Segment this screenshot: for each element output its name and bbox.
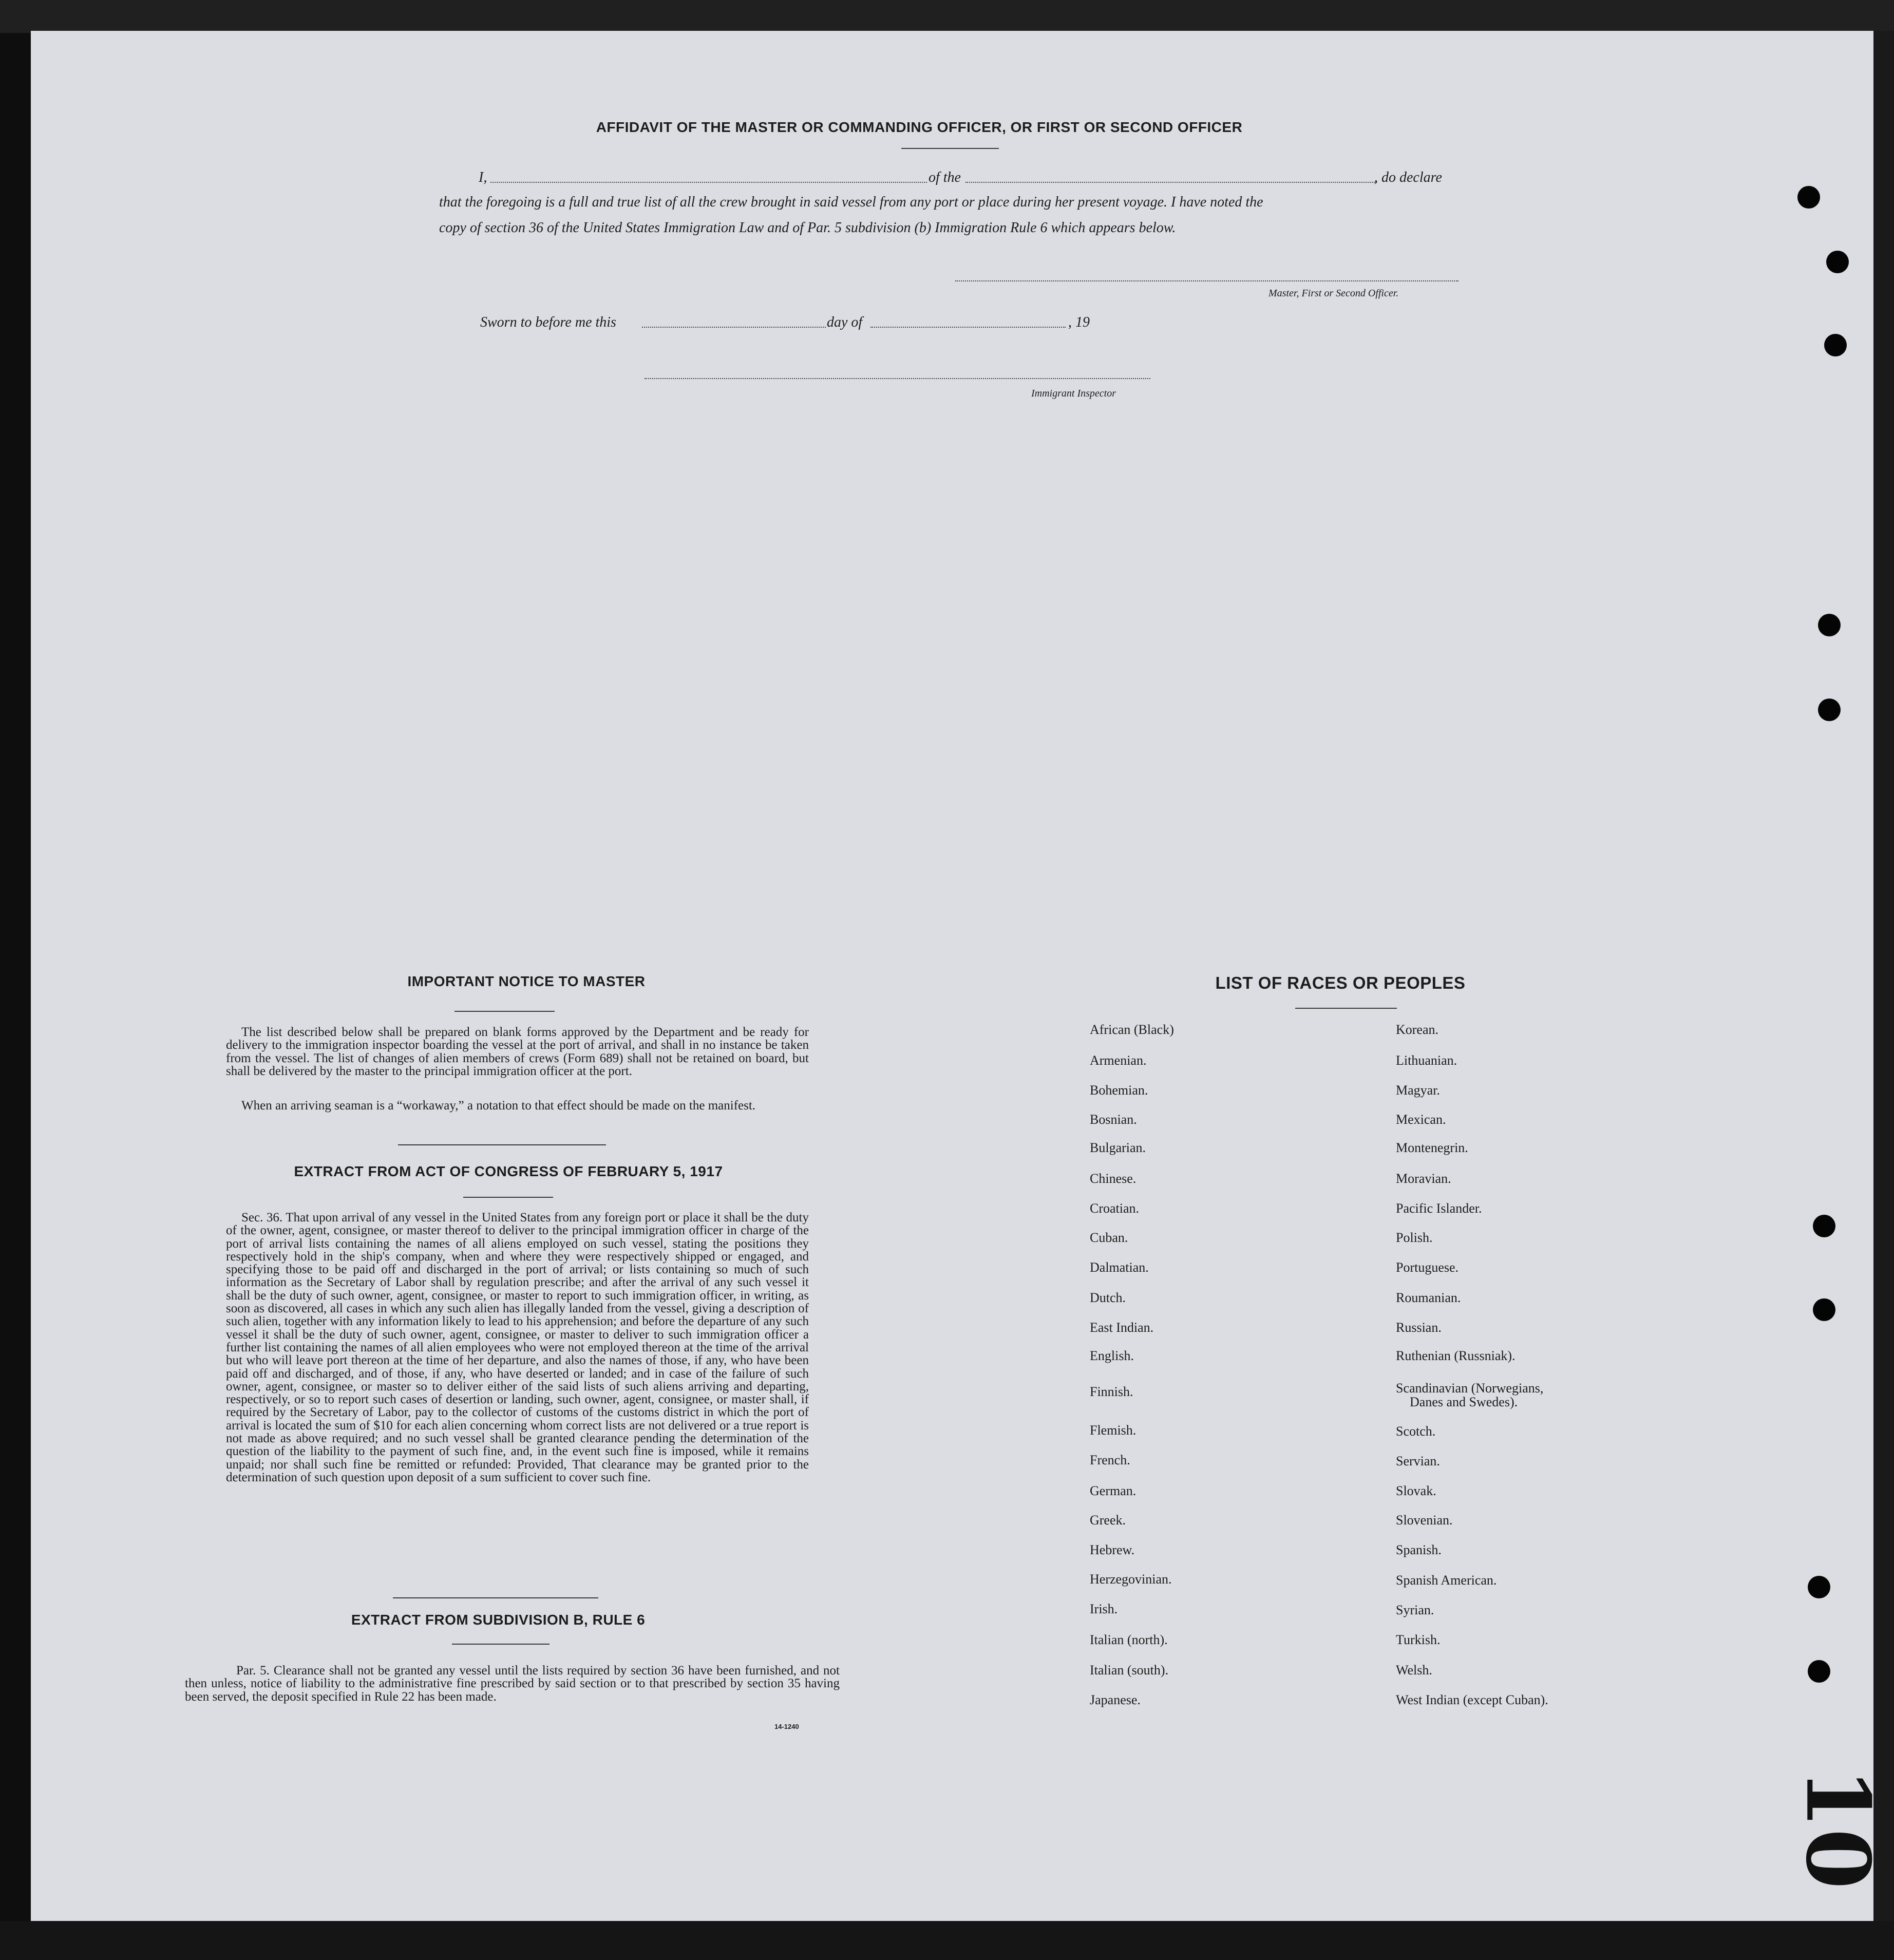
binder-hole bbox=[1808, 1660, 1830, 1683]
race-item: West Indian (except Cuban). bbox=[1396, 1692, 1548, 1707]
binder-hole bbox=[1826, 251, 1849, 273]
race-item: Hebrew. bbox=[1090, 1542, 1135, 1557]
races-title: LIST OF RACES OR PEOPLES bbox=[1215, 973, 1466, 992]
race-item: Finnish. bbox=[1090, 1384, 1133, 1399]
race-item: African (Black) bbox=[1090, 1022, 1174, 1037]
race-item: Servian. bbox=[1396, 1454, 1440, 1468]
race-item: Herzegovinian. bbox=[1090, 1572, 1172, 1587]
race-item: Japanese. bbox=[1090, 1692, 1141, 1707]
binder-hole bbox=[1824, 334, 1847, 356]
section-divider bbox=[393, 1597, 598, 1598]
name-field[interactable] bbox=[490, 173, 927, 183]
race-item: Armenian. bbox=[1090, 1053, 1147, 1068]
race-item: German. bbox=[1090, 1483, 1137, 1498]
handwritten-page-number: 10 bbox=[1786, 1767, 1889, 1890]
title-underline bbox=[901, 148, 999, 149]
race-item: English. bbox=[1090, 1348, 1134, 1363]
binder-hole bbox=[1818, 614, 1841, 636]
notice-title: IMPORTANT NOTICE TO MASTER bbox=[407, 973, 646, 989]
extract-act-underline bbox=[463, 1197, 553, 1198]
declare-label: , do declare bbox=[1374, 169, 1442, 185]
race-item: Flemish. bbox=[1090, 1423, 1137, 1438]
race-item: Ruthenian (Russniak). bbox=[1396, 1348, 1516, 1363]
race-item: Turkish. bbox=[1396, 1632, 1441, 1647]
race-item: Scandinavian (Norwegians, bbox=[1396, 1381, 1544, 1396]
section-divider bbox=[398, 1144, 606, 1145]
scan-border-right bbox=[1873, 31, 1894, 1931]
race-item: Magyar. bbox=[1396, 1083, 1440, 1098]
race-item: Russian. bbox=[1396, 1320, 1442, 1335]
race-item: Montenegrin. bbox=[1396, 1140, 1468, 1155]
race-item: Cuban. bbox=[1090, 1230, 1128, 1245]
extract-rule-text: Par. 5. Clearance shall not be granted any vessel until the lists required by section 36 have been furnished, and not then unless, notice of liability to the administrative fine prescribed by said section or to that prescribed by section 35 having been served, the deposit specified in Rule 22 has been made. bbox=[185, 1664, 840, 1704]
sworn-day-field[interactable] bbox=[642, 317, 826, 328]
race-item: Greek. bbox=[1090, 1513, 1126, 1528]
sworn-label: Sworn to before me this bbox=[480, 314, 616, 330]
race-item: Dalmatian. bbox=[1090, 1260, 1149, 1275]
race-item: Bulgarian. bbox=[1090, 1140, 1146, 1155]
scan-border-bottom bbox=[0, 1921, 1894, 1960]
race-item: Irish. bbox=[1090, 1601, 1118, 1616]
scan-border-top bbox=[0, 0, 1894, 33]
race-item: Moravian. bbox=[1396, 1171, 1451, 1186]
race-item: Dutch. bbox=[1090, 1290, 1126, 1305]
extract-act-title: EXTRACT FROM ACT OF CONGRESS OF FEBRUARY 5, 1917 bbox=[294, 1163, 723, 1179]
race-item: Pacific Islander. bbox=[1396, 1201, 1482, 1216]
races-title-underline bbox=[1295, 1008, 1397, 1009]
race-item: Lithuanian. bbox=[1396, 1053, 1457, 1068]
race-item: Korean. bbox=[1396, 1022, 1439, 1037]
race-item: Mexican. bbox=[1396, 1112, 1446, 1127]
binder-hole bbox=[1797, 186, 1820, 209]
race-item: Slovenian. bbox=[1396, 1513, 1453, 1528]
race-item: East Indian. bbox=[1090, 1320, 1154, 1335]
year-label: , 19 bbox=[1068, 314, 1090, 330]
race-item: Scotch. bbox=[1396, 1424, 1436, 1439]
race-item: Syrian. bbox=[1396, 1603, 1434, 1617]
binder-hole bbox=[1813, 1215, 1835, 1237]
binder-hole bbox=[1813, 1298, 1835, 1321]
race-item: Slovak. bbox=[1396, 1483, 1436, 1498]
vessel-field[interactable] bbox=[965, 173, 1376, 183]
race-item: Bohemian. bbox=[1090, 1083, 1148, 1098]
race-item: Chinese. bbox=[1090, 1171, 1137, 1186]
race-item: French. bbox=[1090, 1453, 1130, 1467]
i-label: I, bbox=[479, 169, 487, 185]
race-item: Spanish. bbox=[1396, 1542, 1442, 1557]
of-the-label: of the bbox=[929, 169, 961, 185]
sworn-month-field[interactable] bbox=[870, 317, 1066, 328]
binder-hole bbox=[1818, 699, 1841, 721]
binder-hole bbox=[1808, 1576, 1830, 1598]
notice-paragraph-1: The list described below shall be prepared on blank forms approved by the Department and be ready for delivery to the immigration inspector boarding the vessel at the port of arrival, and shall in no instance be taken from the vessel. The list of changes of alien members of crews (Form 689) shall not be retained on board, but shall be delivered by the master to the principal immigration officer at the port. bbox=[226, 1025, 809, 1078]
form-number: 14-1240 bbox=[774, 1723, 799, 1730]
race-item: Spanish American. bbox=[1396, 1573, 1497, 1588]
race-item: Portuguese. bbox=[1396, 1260, 1459, 1275]
affidavit-title: AFFIDAVIT OF THE MASTER OR COMMANDING OFFICER, OR FIRST OR SECOND OFFICER bbox=[596, 119, 1243, 135]
inspector-caption: Immigrant Inspector bbox=[1031, 388, 1116, 399]
race-item: Bosnian. bbox=[1090, 1112, 1137, 1127]
race-item: Polish. bbox=[1396, 1230, 1433, 1245]
extract-rule-underline bbox=[452, 1644, 550, 1645]
officer-caption: Master, First or Second Officer. bbox=[1268, 288, 1399, 299]
race-item: Danes and Swedes). bbox=[1410, 1394, 1518, 1409]
race-item: Italian (north). bbox=[1090, 1632, 1168, 1647]
notice-title-underline bbox=[454, 1011, 555, 1012]
day-of-label: day of bbox=[827, 314, 863, 330]
notice-paragraph-2: When an arriving seaman is a “workaway,” a notation to that effect should be made on the manifest. bbox=[241, 1099, 756, 1113]
race-item: Italian (south). bbox=[1090, 1663, 1169, 1678]
officer-signature-field[interactable] bbox=[955, 271, 1459, 281]
race-item: Welsh. bbox=[1396, 1663, 1432, 1678]
affidavit-line-2: that the foregoing is a full and true list of all the crew brought in said vessel from any port or place during her present voyage. I have noted the bbox=[439, 194, 1263, 210]
extract-rule-title: EXTRACT FROM SUBDIVISION B, RULE 6 bbox=[351, 1612, 646, 1628]
extract-act-text: Sec. 36. That upon arrival of any vessel in the United States from any foreign port or place it shall be the duty of the owner, agent, consignee, or master thereof to deliver to the principal immigration officer in charge of the port of arrival lists containing the names of all aliens employed on such vessel, stating the positions they respectively hold in the ship's company, when and where they were respectively shipped or engaged, and specifying those to be paid off and discharged in the port of arrival; or lists containing so much of such information as the Secretary of Labor shall by regulation prescribe; and after the arrival of any such vessel it shall be the duty of such owner, agent, consignee, or master to report to such immigration officer, in writing, as soon as discovered, all cases in which any such alien has illegally landed from the vessel, giving a description of such alien, together with any information likely to lead to his apprehension; and before the departure of any such vessel it shall be the duty of such owner, agent, consignee, or master to deliver to such immigration officer a further list containing the names of all alien employees who were not employed thereon at the time of the arrival but who will leave port thereon at the time of her departure, and also the names of those, if any, who have been paid off and discharged, and of those, if any, who have deserted or landed; and in case of the failure of such owner, agent, consignee, or master so to deliver either of the said lists of such aliens arriving and departing, respectively, or so to report such cases of desertion or landing, such owner, agent, consignee, or master shall, if required by the Secretary of Labor, pay to the collector of customs of the customs district in which the port of arrival is located the sum of $10 for each alien concerning whom correct lists are not delivered or a true report is not made as above required; and no such vessel shall be granted clearance pending the determination of the question of the liability to the payment of such fine, and, in the event such fine is imposed, while it remains unpaid; nor shall such fine be remitted or refunded: Provided, That clearance may be granted prior to the determination of such question upon deposit of a sum sufficient to cover such fine. bbox=[226, 1211, 809, 1484]
inspector-signature-field[interactable] bbox=[645, 369, 1150, 379]
affidavit-line-3: copy of section 36 of the United States Immigration Law and of Par. 5 subdivision (b) Immigration Rule 6 which appears below. bbox=[439, 220, 1176, 236]
race-item: Roumanian. bbox=[1396, 1290, 1461, 1305]
race-item: Croatian. bbox=[1090, 1201, 1140, 1216]
